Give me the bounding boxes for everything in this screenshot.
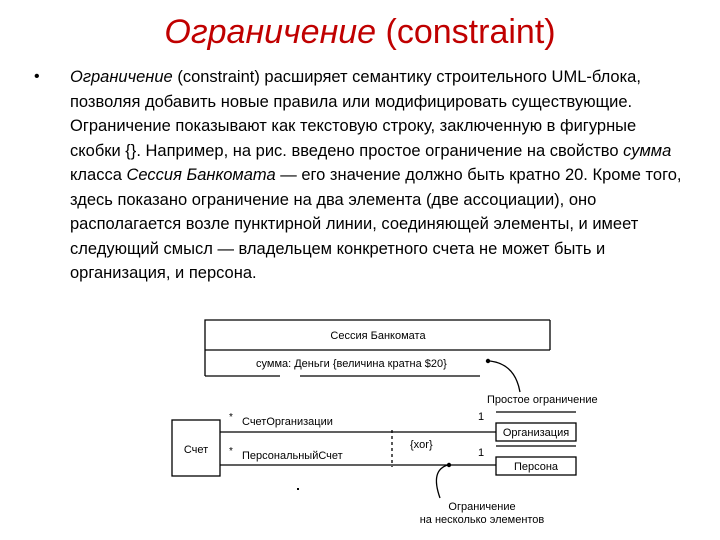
paragraph-part-1: (constraint) расширяет семантику строительного UML-блока, позволяя добавить новые правила или модифицировать существующие. Ограничение показывают как текстовую строку, заключенную в фигурные скобки {}. Например, на рис. введено простое ограничение на свойство xyxy=(70,68,641,160)
assoc-bottom-label: ПерсональныйСчет xyxy=(242,450,343,462)
multi-constraint-leader xyxy=(436,465,448,498)
bullet-dot: • xyxy=(34,68,40,85)
mult-top: 1 xyxy=(478,411,485,423)
account-class-name: Счет xyxy=(183,444,209,456)
title-rest: (constraint) xyxy=(376,13,556,51)
paragraph-part-2: класса xyxy=(70,166,127,184)
person-class-name: Персона xyxy=(513,461,559,473)
class-italic: Сессия Банкомата xyxy=(126,166,276,184)
simple-constraint-leader xyxy=(490,361,520,392)
stray-mark xyxy=(297,488,299,490)
atm-attribute: сумма: Деньги {величина кратна $20} xyxy=(256,358,447,370)
sum-italic: сумма xyxy=(623,141,672,160)
org-class-name: Организация xyxy=(502,427,570,439)
mult-bottom: 1 xyxy=(478,447,485,459)
term-italic: Ограничение xyxy=(70,68,173,86)
star-bottom: * xyxy=(229,446,233,457)
atm-class-name: Сессия Банкомата xyxy=(330,330,426,342)
star-top: * xyxy=(229,412,233,423)
multi-constraint-line-1: Ограничение xyxy=(448,501,516,513)
simple-constraint-dot xyxy=(486,359,490,363)
multi-constraint-line-2: на несколько элементов xyxy=(419,514,545,526)
xor-dot xyxy=(447,463,451,467)
simple-constraint-label: Простое ограничение xyxy=(487,394,598,406)
xor-label: {xor} xyxy=(410,439,433,451)
title-italic: Ограничение xyxy=(164,13,377,51)
assoc-top-label: СчетОрганизации xyxy=(242,416,333,428)
paragraph-part-3: — его значение должно быть кратно 20. Кроме того, здесь показано ограничение на два элемента (две ассоциации), оно располагается возле пунктирной линии, соединяющей элементы, и имеет следующий смысл — владельцем конкретного счета не может быть и организация, и персона. xyxy=(70,166,682,282)
